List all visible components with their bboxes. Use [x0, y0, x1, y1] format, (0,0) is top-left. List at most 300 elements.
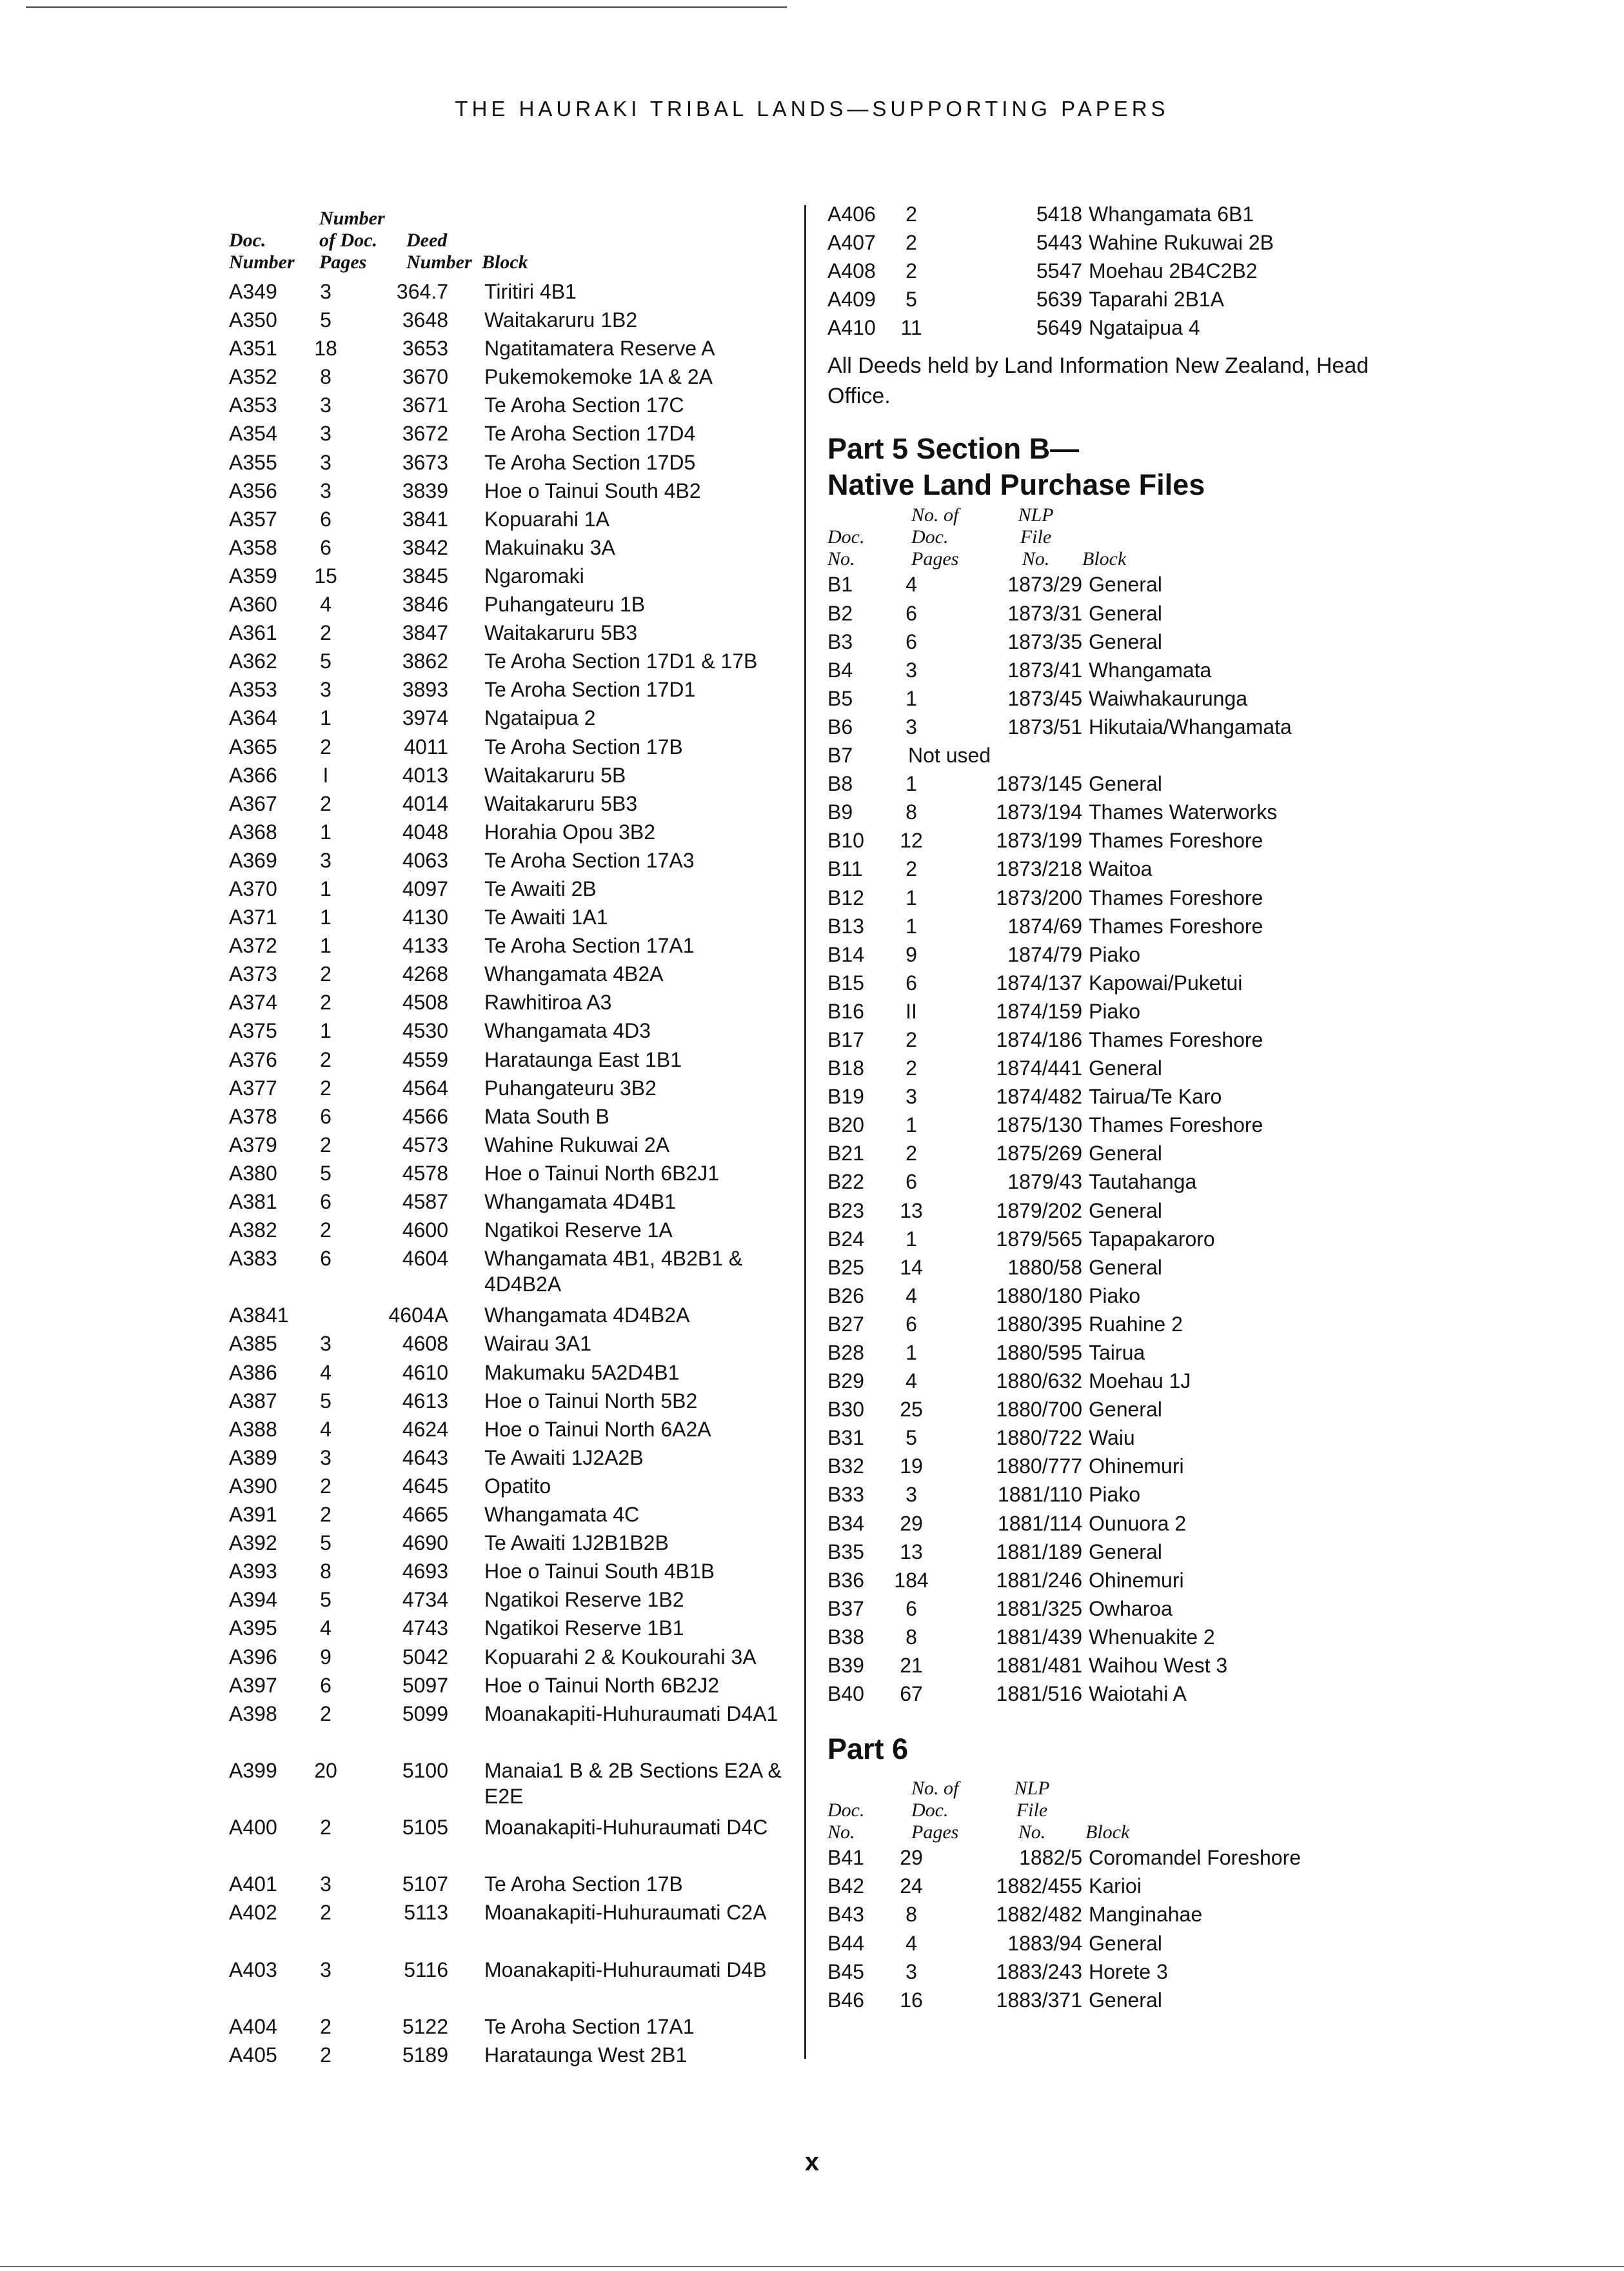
- block-name: Wahine Rukuwai 2A: [484, 1133, 669, 1156]
- block-name: Whangamata 4B1, 4B2B1 & 4D4B2A: [484, 1247, 743, 1296]
- doc-pages: 4: [906, 1369, 917, 1393]
- block-name: General: [1089, 772, 1162, 796]
- table-row: [229, 1957, 803, 2014]
- table-row: [827, 1539, 1427, 1567]
- table-row: [827, 1112, 1427, 1140]
- file-number: 5113: [404, 1901, 448, 1925]
- block-name: Hoe o Tainui North 6A2A: [484, 1417, 711, 1441]
- file-number: 1881/516: [996, 1682, 1082, 1706]
- header-doc-pages: No. of Doc. Pages: [911, 504, 959, 570]
- file-number: 1880/777: [996, 1454, 1082, 1478]
- file-number: 1873/41: [1007, 658, 1082, 682]
- table-row: [229, 705, 803, 733]
- doc-pages: 6: [906, 971, 917, 995]
- table-row: [229, 1302, 803, 1331]
- doc-pages: 2: [906, 259, 917, 283]
- doc-pages: 3: [906, 1085, 917, 1109]
- block-name: Te Aroha Section 17D5: [484, 450, 696, 474]
- file-number: 1874/482: [996, 1085, 1082, 1109]
- table-row: [229, 819, 803, 848]
- table-row: [827, 1084, 1427, 1112]
- doc-number: A383: [229, 1247, 277, 1271]
- doc-number: A366: [229, 763, 277, 787]
- block-name: Coromandel Foreshore: [1089, 1846, 1302, 1870]
- file-number: 4690: [402, 1531, 448, 1555]
- file-number: 3672: [402, 422, 448, 446]
- block-name: Kapowai/Puketui: [1089, 971, 1243, 995]
- doc-pages: 1: [320, 877, 332, 900]
- table-row: [827, 1652, 1427, 1681]
- block-name: Tapapakaroro: [1089, 1227, 1215, 1251]
- block-name: Piako: [1089, 1284, 1141, 1307]
- right-column: [827, 201, 1427, 2016]
- table-row: [827, 771, 1427, 799]
- file-number: 1882/455: [996, 1874, 1082, 1898]
- doc-pages: 2: [320, 1503, 332, 1527]
- doc-pages: 2: [906, 231, 917, 255]
- header-doc-number: Doc. Number: [229, 230, 295, 273]
- doc-number: A399: [229, 1758, 277, 1782]
- file-number: 1873/194: [996, 800, 1082, 824]
- doc-pages: 5: [320, 1531, 332, 1555]
- block-name: Ohinemuri: [1089, 1568, 1184, 1592]
- file-number: 1873/51: [1007, 715, 1082, 739]
- doc-pages: 6: [320, 1247, 332, 1271]
- file-number: 3648: [402, 308, 448, 332]
- doc-number: A403: [229, 1958, 277, 1981]
- file-number: 1873/35: [1007, 630, 1082, 653]
- block-name: Ngatikoi Reserve 1A: [484, 1218, 673, 1242]
- table-row: [229, 791, 803, 819]
- doc-pages: 1: [906, 772, 917, 796]
- doc-number: B43: [827, 1903, 864, 1927]
- doc-pages: 2: [320, 621, 332, 645]
- doc-pages: 24: [900, 1874, 923, 1898]
- block-name: Makumaku 5A2D4B1: [484, 1360, 680, 1384]
- doc-number: A402: [229, 1901, 277, 1925]
- doc-number: B46: [827, 1988, 864, 2012]
- block-name: Moanakapiti-Huhuraumati D4C: [484, 1816, 768, 1840]
- table-row: [827, 1169, 1427, 1197]
- file-number: 1881/481: [996, 1654, 1082, 1678]
- doc-pages: 2: [320, 1076, 332, 1100]
- doc-number: A350: [229, 308, 277, 332]
- table-row: [827, 799, 1427, 828]
- file-number: 1883/243: [996, 1959, 1082, 1983]
- doc-number: A404: [229, 2014, 277, 2038]
- table-row: [827, 629, 1427, 657]
- table-row: [229, 1189, 803, 1217]
- doc-number: B26: [827, 1284, 864, 1307]
- doc-pages: 2: [320, 1701, 332, 1725]
- block-name: Hoe o Tainui North 5B2: [484, 1389, 698, 1413]
- file-number: 4743: [402, 1616, 448, 1640]
- doc-number: B12: [827, 886, 864, 909]
- table-row: [229, 307, 803, 335]
- table-row: [229, 734, 803, 762]
- doc-number: B19: [827, 1085, 864, 1109]
- table-row: [827, 1368, 1427, 1396]
- right-table-body: [827, 201, 1427, 343]
- file-number: 1874/69: [1007, 914, 1082, 938]
- block-name: Opatito: [484, 1474, 551, 1498]
- doc-number: B10: [827, 829, 864, 853]
- block-name: Whangamata 4B2A: [484, 962, 664, 986]
- file-number: 1882/482: [996, 1903, 1082, 1927]
- doc-number: B22: [827, 1170, 864, 1194]
- file-number: 3862: [402, 650, 448, 673]
- doc-pages: 6: [320, 507, 332, 531]
- doc-pages: 1: [906, 914, 917, 938]
- block-name: Te Awaiti 1J2A2B: [484, 1445, 644, 1469]
- block-name: Te Awaiti 1J2B1B2B: [484, 1531, 669, 1555]
- block-name: General: [1089, 573, 1162, 597]
- doc-number: A353: [229, 678, 277, 702]
- doc-pages: 4: [906, 573, 917, 597]
- table-row: [229, 1899, 803, 1956]
- doc-pages: 6: [320, 535, 332, 559]
- file-number: 4604A: [388, 1304, 448, 1327]
- block-name: Tiritiri 4B1: [484, 280, 577, 303]
- file-number: 1879/202: [996, 1198, 1082, 1222]
- file-number: 1880/58: [1007, 1255, 1082, 1279]
- doc-pages: 2: [320, 1218, 332, 1242]
- file-number: 4693: [402, 1560, 448, 1583]
- table-row: [827, 998, 1427, 1027]
- doc-pages: 3: [320, 393, 332, 417]
- table-row: [827, 1845, 1427, 1873]
- table-row: [827, 742, 1427, 771]
- block-name: Te Aroha Section 17A3: [484, 848, 695, 872]
- block-name: Horahia Opou 3B2: [484, 820, 656, 844]
- table-row: [229, 1530, 803, 1558]
- file-number: 1880/595: [996, 1341, 1082, 1364]
- doc-number: B13: [827, 914, 864, 938]
- file-number: 4610: [402, 1360, 448, 1384]
- doc-number: A352: [229, 365, 277, 389]
- block-name: General: [1089, 1056, 1162, 1080]
- doc-number: B3: [827, 630, 853, 653]
- file-number: 4097: [402, 877, 448, 900]
- file-number: 4048: [402, 820, 448, 844]
- doc-number: B4: [827, 658, 853, 682]
- table-row: [229, 392, 803, 421]
- block-name: Puhangateuru 3B2: [484, 1076, 657, 1100]
- file-number: 3845: [402, 564, 448, 588]
- table-row: [229, 478, 803, 506]
- file-number: 4508: [402, 991, 448, 1015]
- file-number: 1881/439: [996, 1625, 1082, 1649]
- doc-number: A400: [229, 1816, 277, 1840]
- block-name: Harataunga West 2B1: [484, 2043, 688, 2067]
- file-number: 5639: [1036, 288, 1082, 312]
- file-number: 1880/395: [996, 1312, 1082, 1336]
- doc-pages: 2: [906, 1027, 917, 1051]
- block-name: Ruahine 2: [1089, 1312, 1183, 1336]
- block-name: Wahine Rukuwai 2B: [1089, 231, 1274, 255]
- file-number: 5122: [402, 2014, 448, 2038]
- file-number: 1880/180: [996, 1284, 1082, 1307]
- file-number: 1879/43: [1007, 1170, 1082, 1194]
- file-number: 3974: [402, 706, 448, 730]
- doc-number: A391: [229, 1503, 277, 1527]
- file-number: 1875/269: [996, 1142, 1082, 1165]
- file-number: 4604: [402, 1247, 448, 1271]
- table-row: [827, 1511, 1427, 1539]
- doc-pages: 20: [314, 1758, 337, 1782]
- block-name: Whangamata 4D4B1: [484, 1190, 677, 1213]
- doc-pages: 1: [320, 820, 332, 844]
- doc-pages: 21: [900, 1654, 923, 1678]
- doc-number: B25: [827, 1255, 864, 1279]
- table-row: [229, 620, 803, 648]
- file-number: 4613: [402, 1389, 448, 1413]
- block-name: Whangamata 4D4B2A: [484, 1304, 690, 1327]
- table-row: [229, 1758, 803, 1814]
- doc-number: A349: [229, 280, 277, 303]
- doc-pages: 8: [320, 365, 332, 389]
- block-name: Te Aroha Section 17B: [484, 735, 683, 759]
- table-row: [229, 364, 803, 392]
- doc-pages: 2: [906, 203, 917, 226]
- table-row: [827, 258, 1427, 286]
- table-row: [229, 989, 803, 1018]
- block-name: Kopuarahi 1A: [484, 507, 609, 531]
- block-name: Thames Foreshore: [1089, 829, 1263, 853]
- table-row: [229, 1416, 803, 1445]
- doc-pages: 5: [906, 288, 917, 312]
- block-name: Hoe o Tainui South 4B1B: [484, 1560, 715, 1583]
- doc-number: A377: [229, 1076, 277, 1100]
- doc-number: B17: [827, 1027, 864, 1051]
- doc-pages: 1: [906, 1341, 917, 1364]
- doc-number: A410: [827, 316, 876, 340]
- table-row: [229, 1587, 803, 1615]
- doc-number: A389: [229, 1445, 277, 1469]
- file-number: 4530: [402, 1019, 448, 1043]
- block-name: Te Aroha Section 17D1 & 17B: [484, 650, 758, 673]
- doc-number: A396: [229, 1645, 277, 1669]
- doc-number: A351: [229, 337, 277, 361]
- doc-number: A401: [229, 1872, 277, 1896]
- file-number: 1874/441: [996, 1056, 1082, 1080]
- doc-pages: 3: [320, 1445, 332, 1469]
- doc-pages: 2: [320, 2014, 332, 2038]
- doc-pages: 1: [906, 1227, 917, 1251]
- table-row: [827, 201, 1427, 230]
- doc-number: A361: [229, 621, 277, 645]
- header-doc-no: Doc. No.: [827, 1800, 865, 1843]
- block-name: General: [1089, 1255, 1162, 1279]
- doc-pages: 8: [906, 800, 917, 824]
- header-block: Block: [1082, 548, 1127, 570]
- doc-pages: 6: [320, 1190, 332, 1213]
- doc-number: A394: [229, 1588, 277, 1612]
- block-name: Moehau 2B4C2B2: [1089, 259, 1258, 283]
- doc-pages: 6: [320, 1673, 332, 1697]
- table-row: [827, 315, 1427, 343]
- doc-number: A386: [229, 1360, 277, 1384]
- table-row: [827, 856, 1427, 884]
- file-number: 5547: [1036, 259, 1082, 283]
- block-name: General: [1089, 1142, 1162, 1165]
- block-name: Waitakaruru 5B: [484, 763, 626, 787]
- doc-pages: 3: [320, 479, 332, 502]
- file-number: 1873/45: [1007, 686, 1082, 710]
- doc-number: A370: [229, 877, 277, 900]
- file-number: 1874/159: [996, 999, 1082, 1023]
- file-number: 1881/189: [996, 1540, 1082, 1563]
- file-number: 4130: [402, 906, 448, 929]
- header-deed-number: Deed Number: [406, 230, 472, 273]
- doc-number: B20: [827, 1113, 864, 1137]
- doc-number: A374: [229, 991, 277, 1015]
- table-row: [229, 1018, 803, 1046]
- doc-number: B6: [827, 715, 853, 739]
- doc-number: A378: [229, 1104, 277, 1128]
- block-name: Horete 3: [1089, 1959, 1168, 1983]
- doc-number: A388: [229, 1417, 277, 1441]
- header-doc-no: Doc. No.: [827, 526, 865, 570]
- block-name: Manginahae: [1089, 1903, 1203, 1927]
- doc-number: A380: [229, 1161, 277, 1185]
- block-name: Taparahi 2B1A: [1089, 288, 1224, 312]
- doc-number: B39: [827, 1654, 864, 1678]
- block-name: Hoe o Tainui South 4B2: [484, 479, 701, 502]
- block-name: Makuinaku 3A: [484, 535, 615, 559]
- doc-number: B16: [827, 999, 864, 1023]
- file-number: 5100: [402, 1758, 448, 1782]
- block-name: Ngatitamatera Reserve A: [484, 337, 715, 361]
- doc-pages: 18: [314, 337, 337, 361]
- doc-pages: 3: [906, 715, 917, 739]
- table-row: [229, 1160, 803, 1189]
- file-number: 4566: [402, 1104, 448, 1128]
- doc-pages: 5: [320, 1389, 332, 1413]
- file-number: 5105: [402, 1816, 448, 1840]
- table-row: [229, 2014, 803, 2042]
- doc-number: A356: [229, 479, 277, 502]
- doc-pages: 184: [894, 1568, 929, 1592]
- block-name: Te Awaiti 2B: [484, 877, 597, 900]
- table-row: [229, 1132, 803, 1160]
- block-name: Moanakapiti-Huhuraumati D4B: [484, 1958, 767, 1981]
- block-name: Wairau 3A1: [484, 1332, 591, 1356]
- table-row: [229, 1644, 803, 1672]
- table-row: [229, 2042, 803, 2070]
- doc-pages: 15: [314, 564, 337, 588]
- doc-pages: 19: [900, 1454, 923, 1478]
- doc-number: A385: [229, 1332, 277, 1356]
- file-number: 4600: [402, 1218, 448, 1242]
- block-name: Ngatikoi Reserve 1B2: [484, 1588, 684, 1612]
- file-number: 4643: [402, 1445, 448, 1469]
- doc-number: B15: [827, 971, 864, 995]
- table-row: [229, 1331, 803, 1359]
- doc-number: B33: [827, 1483, 864, 1507]
- file-number: 3670: [402, 365, 448, 389]
- file-number: 3847: [402, 621, 448, 645]
- table-row: [229, 904, 803, 933]
- doc-number: A390: [229, 1474, 277, 1498]
- doc-number: B1: [827, 573, 853, 597]
- file-number: 364.7: [396, 280, 448, 303]
- table-row: [229, 1245, 803, 1302]
- doc-pages: 6: [906, 1312, 917, 1336]
- table-row: [229, 1047, 803, 1075]
- header-doc-pages: Number of Doc. Pages: [319, 208, 385, 273]
- doc-pages: 1: [906, 886, 917, 909]
- doc-number: B21: [827, 1142, 864, 1165]
- doc-pages: 4: [320, 1417, 332, 1441]
- doc-pages: 25: [900, 1398, 923, 1422]
- doc-pages: 1: [320, 706, 332, 730]
- block-name: Waitakaruru 5B3: [484, 791, 638, 815]
- block-name: Moanakapiti-Huhuraumati D4A1: [484, 1701, 778, 1725]
- scan-edge-line: [0, 2266, 1624, 2267]
- doc-number: A407: [827, 231, 876, 255]
- block-name: Ngaromaki: [484, 564, 584, 588]
- table-row: [827, 1140, 1427, 1169]
- doc-number: B41: [827, 1846, 864, 1870]
- file-number: 3653: [402, 337, 448, 361]
- table-row: [827, 571, 1427, 600]
- doc-pages: 5: [320, 1161, 332, 1185]
- deeds-note: All Deeds held by Land Information New Zealand, Head Office.: [827, 353, 1369, 409]
- doc-number: A354: [229, 422, 277, 446]
- doc-number: B28: [827, 1341, 864, 1364]
- doc-number: A398: [229, 1701, 277, 1725]
- doc-pages: 1: [320, 934, 332, 958]
- table-row: [827, 1027, 1427, 1055]
- table-row: [827, 942, 1427, 970]
- doc-pages: II: [906, 999, 917, 1023]
- table-row: [827, 1255, 1427, 1283]
- doc-pages: 3: [320, 1872, 332, 1896]
- part5-title-line1: Part 5 Section B—: [827, 432, 1080, 466]
- doc-pages: I: [322, 763, 329, 787]
- file-number: 5649: [1036, 316, 1082, 340]
- doc-pages: 8: [320, 1560, 332, 1583]
- table-row: [827, 1567, 1427, 1596]
- file-number: 3841: [402, 507, 448, 531]
- block-name: Hikutaia/Whangamata: [1089, 715, 1292, 739]
- file-number: 5097: [402, 1673, 448, 1697]
- header-block: Block: [482, 252, 528, 273]
- table-row: [827, 600, 1427, 629]
- block-name: Thames Waterworks: [1089, 800, 1278, 824]
- doc-number: A408: [827, 259, 876, 283]
- header-doc-pages: No. of Doc. Pages: [911, 1778, 959, 1843]
- table-row: [827, 1901, 1427, 1930]
- file-number: 4624: [402, 1417, 448, 1441]
- left-column: [229, 201, 803, 2070]
- doc-number: A406: [827, 203, 876, 226]
- file-number: 1873/145: [996, 772, 1082, 796]
- doc-number: A405: [229, 2043, 277, 2067]
- block-name: Thames Foreshore: [1089, 1113, 1263, 1137]
- block-name: Owharoa: [1089, 1596, 1173, 1620]
- block-name: Rawhitiroa A3: [484, 991, 612, 1015]
- doc-number: B34: [827, 1511, 864, 1535]
- block-name: Waihou West 3: [1089, 1654, 1228, 1678]
- doc-pages: 2: [320, 1901, 332, 1925]
- running-head: THE HAURAKI TRIBAL LANDS—SUPPORTING PAPERS: [455, 97, 1169, 121]
- doc-pages: 5: [320, 308, 332, 332]
- table-row: [827, 1987, 1427, 2016]
- block-name: Tautahanga: [1089, 1170, 1197, 1194]
- file-number: 1882/5: [1019, 1846, 1082, 1870]
